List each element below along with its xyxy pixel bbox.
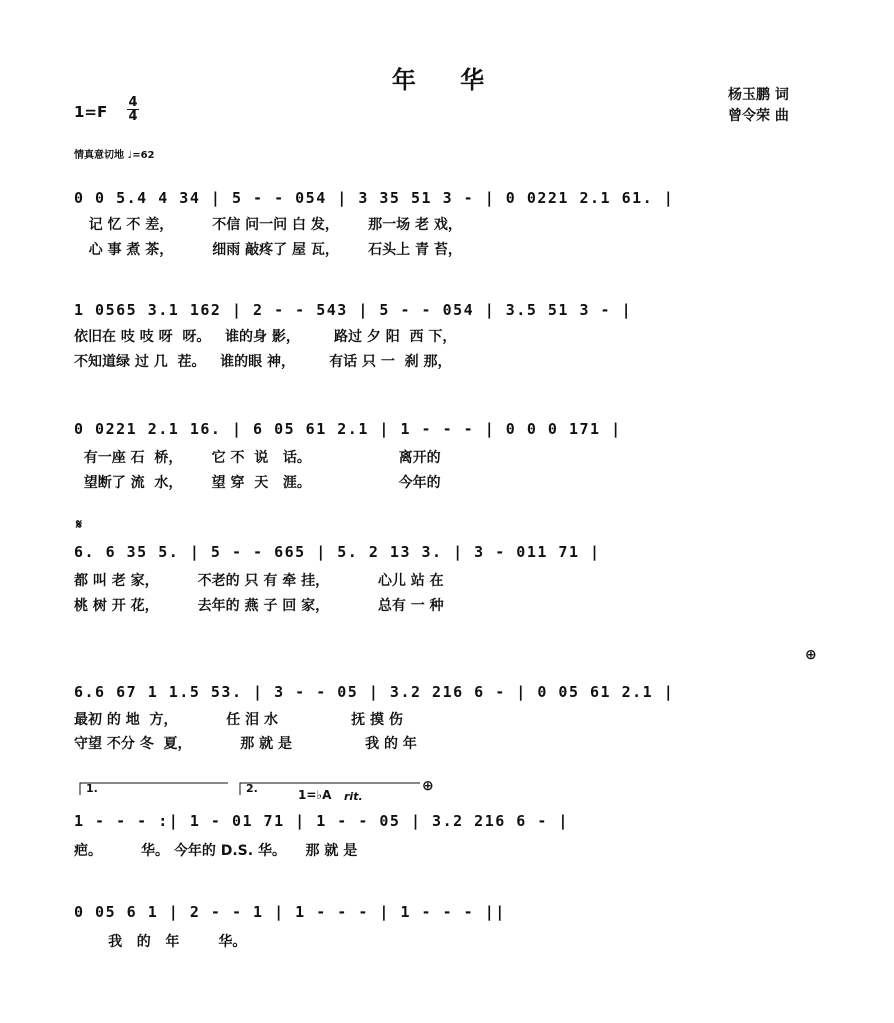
notation-line-4: 6. 6 35 5. | 5 - - 665 | 5. 2 13 3. | 3 - 011 71 | [74, 543, 601, 561]
composer-credit: 曾令荣 曲 [728, 108, 789, 124]
lyrics-verse-1: 我 的 年 华。 [74, 934, 247, 950]
lyrics-verse-1: 疤。 华。 今年的 D.S. 华。 那 就 是 [74, 843, 358, 859]
lyrics-verse-2: 不知道绿 过 几 茬。 谁的眼 神， 有话 只 一 刹 那， [74, 354, 452, 370]
lyrics-verse-1: 依旧在 吱 吱 呀 呀。 谁的身 影， 路过 夕 阳 西 下， [74, 329, 457, 345]
notation-line-5: 6.6 67 1 1.5 53. | 3 - - 05 | 3.2 216 6 - | 0 05 61 2.1 | [74, 683, 675, 701]
coda-sign: ⊕ [805, 647, 817, 663]
notation-line-7: 0 05 6 1 | 2 - - 1 | 1 - - - | 1 - - - || [74, 903, 506, 921]
key-change: 1=♭A [298, 788, 332, 802]
coda-sign-2: ⊕ [422, 778, 434, 794]
volta-2: 2. [246, 782, 258, 795]
lyrics-verse-2: 守望 不分 冬 夏， 那 就 是 我 的 年 [74, 736, 417, 752]
lyrics-verse-2: 心 事 煮 茶， 细雨 敲疼了 屋 瓦， 石头上 青 苔， [74, 242, 462, 258]
volta-1: 1. [86, 782, 98, 795]
notation-line-6: 1 - - - :| 1 - 01 71 | 1 - - 05 | 3.2 216 6 - | [74, 812, 569, 830]
tempo-marking: 情真意切地 ♩=62 [74, 150, 155, 161]
segno-sign: 𝄋 [76, 517, 83, 533]
song-title: 年 华 [391, 66, 503, 94]
notation-line-2: 1 0565 3.1 162 | 2 - - 543 | 5 - - 054 | 3.5 51 3 - | [74, 301, 633, 319]
lyrics-verse-2: 望断了 流 水， 望 穿 天 涯。 今年的 [74, 475, 441, 491]
key-signature: 1=F [74, 103, 108, 121]
lyrics-verse-2: 桃 树 开 花， 去年的 燕 子 回 家， 总有 一 种 [74, 598, 444, 614]
lyrics-verse-1: 最初 的 地 方， 任 泪 水 抚 摸 伤 [74, 712, 403, 728]
notation-line-3: 0 0221 2.1 16. | 6 05 61 2.1 | 1 - - - | 0 0 0 171 | [74, 420, 622, 438]
lyrics-verse-1: 都 叫 老 家， 不老的 只 有 牵 挂， 心儿 站 在 [74, 573, 444, 589]
notation-line-1: 0 0 5.4 4 34 | 5 - - 054 | 3 35 51 3 - | 0 0221 2.1 61. | [74, 189, 675, 207]
time-bottom: 4 [128, 109, 138, 124]
ritardando: rit. [344, 790, 363, 803]
lyrics-verse-1: 有一座 石 桥， 它 不 说 话。 离开的 [74, 450, 441, 466]
lyricist-credit: 杨玉鹏 词 [728, 87, 789, 103]
lyrics-verse-1: 记 忆 不 差， 不信 问一问 白 发， 那一场 老 戏， [74, 217, 462, 233]
time-top: 4 [128, 95, 138, 110]
